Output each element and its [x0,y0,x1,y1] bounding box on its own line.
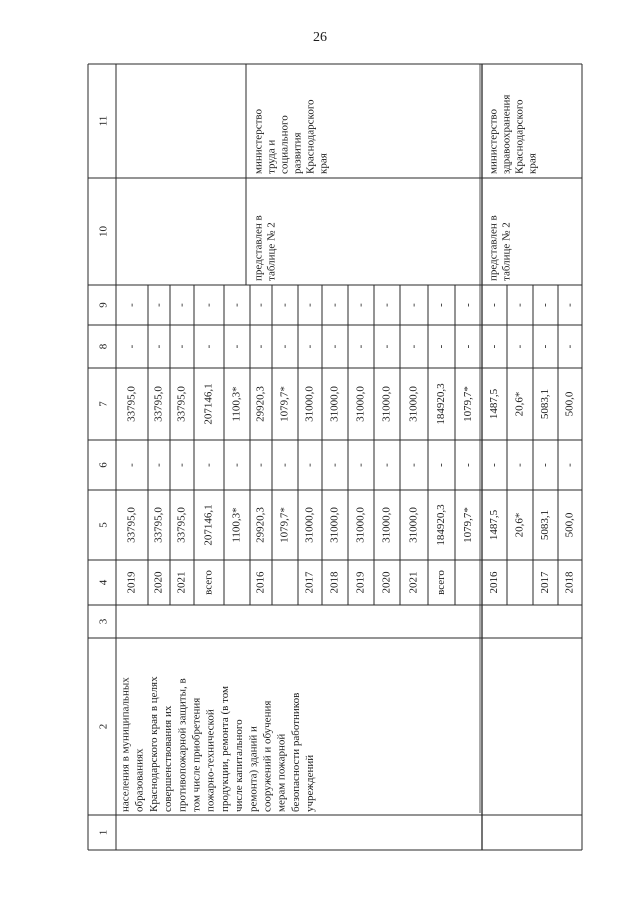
ministry-line: Краснодарского [304,99,317,174]
cell-year: 2021 [407,571,420,594]
cell-value-col7: 33795,0 [152,386,165,422]
column-number-header: 2 [97,723,110,730]
description-line: Краснодарского края в целях [147,676,160,812]
cell-value-col8: - [539,344,552,349]
cell-value-col5: 207146,1 [202,504,215,546]
note-line: таблице № 2 [265,222,278,281]
cell-value-col6: - [303,463,316,467]
cell-value-col9: - [380,303,393,307]
cell-year: 2016 [488,571,501,594]
cell-value-col7: 500,0 [563,391,576,417]
cell-value-col5: 31000,0 [354,507,367,543]
cell-year: 2021 [175,571,188,594]
cell-value-col5: 31000,0 [407,507,420,543]
column-number-header: 11 [97,115,110,127]
description-line: совершенствования их [162,705,175,812]
page-number: 26 [313,30,327,45]
cell-value-col7: 1487,5 [488,388,501,420]
cell-year: 2018 [328,571,341,594]
cell-value-col5: 33795,0 [125,507,138,543]
cell-value-col6: - [539,463,552,467]
cell-value-col5: 1487,5 [488,509,501,541]
cell-year: 2018 [563,571,576,594]
cell-value-col9: - [563,303,576,307]
cell-value-col5: 31000,0 [380,507,393,543]
note-line: представлен в [252,215,265,281]
description-line: мерам пожарной [275,733,288,812]
description-line: продукции, ремонта (в том [218,686,231,812]
cell-value-col8: - [202,344,215,349]
cell-value-col7: 33795,0 [175,386,188,422]
cell-value-col9: - [462,303,475,307]
cell-value-col8: - [380,344,393,349]
column-number-header: 9 [97,302,110,308]
cell-value-col9: - [152,303,165,307]
cell-value-col8: - [563,344,576,349]
cell-year: 2020 [380,571,393,594]
cell-value-col7: 31000,0 [407,386,420,422]
cell-value-col6: - [488,463,501,467]
cell-value-col9: - [278,303,291,307]
column-number-header: 10 [97,226,110,237]
note-line: таблице № 2 [500,222,513,281]
cell-value-col5: 1100,3* [230,507,243,543]
cell-year: 2019 [125,571,138,594]
description-line: образованиях [133,748,146,812]
cell-value-col8: - [303,344,316,349]
cell-value-col7: 5083,1 [539,388,552,420]
cell-value-col8: - [513,344,526,349]
cell-value-col8: - [328,344,341,349]
cell-value-col8: - [125,344,138,349]
cell-value-col5: 31000,0 [328,507,341,543]
cell-value-col7: 184920,3 [435,383,448,425]
cell-value-col5: 31000,0 [303,507,316,543]
column-number-header: 1 [97,829,110,836]
cell-value-col7: 1079,7* [462,386,475,422]
cell-value-col5: 1079,7* [462,507,475,543]
ministry-line: края [317,153,330,174]
cell-value-col5: 5083,1 [539,509,552,541]
ministry-line: здравоохранения [500,94,513,174]
cell-value-col7: 31000,0 [328,386,341,422]
cell-value-col5: 33795,0 [152,507,165,543]
column-number-header: 6 [97,462,110,468]
cell-value-col5: 1079,7* [278,507,291,543]
ministry-line: министерство [487,108,500,174]
cell-value-col9: - [202,303,215,307]
ministry-line: Краснодарского [513,99,526,174]
description-line: числе капитального [233,719,246,812]
cell-value-col5: 33795,0 [175,507,188,543]
column-number-header: 7 [97,401,110,407]
cell-value-col7: 1079,7* [278,386,291,422]
cell-value-col7: 31000,0 [354,386,367,422]
cell-value-col6: - [202,463,215,467]
column-number-header: 3 [97,618,110,625]
cell-value-col5: 20,6* [513,512,526,538]
cell-value-col6: - [563,463,576,467]
cell-value-col6: - [175,463,188,467]
ministry-line: труда и [265,139,278,174]
cell-value-col5: 29920,3 [254,507,267,543]
cell-value-col5: 184920,3 [435,504,448,546]
cell-value-col6: - [230,463,243,467]
cell-year: 2017 [303,571,316,594]
cell-value-col8: - [354,344,367,349]
cell-value-col8: - [254,344,267,349]
cell-value-col6: - [435,463,448,467]
cell-value-col9: - [488,303,501,307]
ministry-line: края [526,153,539,174]
cell-value-col5: 500,0 [563,512,576,538]
column-number-header: 4 [97,579,110,586]
cell-value-col6: - [254,463,267,467]
description-line: том числе приобретения [190,697,203,812]
cell-value-col7: 29920,3 [254,386,267,422]
ministry-line: развития [291,132,304,174]
cell-value-col7: 1100,3* [230,386,243,422]
cell-value-col6: - [328,463,341,467]
cell-value-col6: - [407,463,420,467]
cell-value-col8: - [462,344,475,349]
cell-value-col8: - [230,344,243,349]
cell-value-col9: - [125,303,138,307]
cell-value-col9: - [254,303,267,307]
cell-value-col6: - [462,463,475,467]
cell-value-col9: - [328,303,341,307]
ministry-line: министерство [252,108,265,174]
cell-value-col9: - [303,303,316,307]
cell-value-col6: - [152,463,165,467]
cell-value-col7: 33795,0 [125,386,138,422]
cell-year: 2017 [539,571,552,594]
cell-value-col9: - [407,303,420,307]
cell-value-col9: - [230,303,243,307]
description-line: пожарно-технической [204,709,217,812]
cell-value-col8: - [407,344,420,349]
description-line: населения в муниципальных [119,677,132,812]
column-number-header: 5 [97,522,110,528]
cell-value-col7: 20,6* [513,391,526,417]
table-grid [88,64,582,850]
note-line: представлен в [487,215,500,281]
description-line: учреждений [304,754,317,812]
cell-value-col6: - [354,463,367,467]
cell-value-col8: - [278,344,291,349]
cell-value-col8: - [175,344,188,349]
cell-value-col7: 207146,1 [202,383,215,425]
cell-year: 2016 [254,571,267,594]
cell-value-col8: - [488,344,501,349]
cell-value-col6: - [125,463,138,467]
cell-value-col6: - [278,463,291,467]
cell-value-col9: - [175,303,188,307]
cell-year: 2020 [152,571,165,594]
cell-value-col9: - [539,303,552,307]
description-line: ремонта) зданий и [247,726,260,812]
cell-year: 2019 [354,571,367,594]
cell-value-col8: - [435,344,448,349]
cell-value-col8: - [152,344,165,349]
description-line: безопасности работников [289,692,302,812]
cell-value-col9: - [435,303,448,307]
cell-value-col6: - [513,463,526,467]
cell-year: всего [202,570,215,595]
ministry-line: социального [278,115,291,174]
description-line: противопожарной защиты, в [176,678,189,812]
cell-year: всего [435,570,448,595]
cell-value-col7: 31000,0 [380,386,393,422]
column-number-header: 8 [97,343,110,350]
cell-value-col6: - [380,463,393,467]
cell-value-col7: 31000,0 [303,386,316,422]
description-line: сооружений и обучения [261,700,274,812]
cell-value-col9: - [513,303,526,307]
cell-value-col9: - [354,303,367,307]
